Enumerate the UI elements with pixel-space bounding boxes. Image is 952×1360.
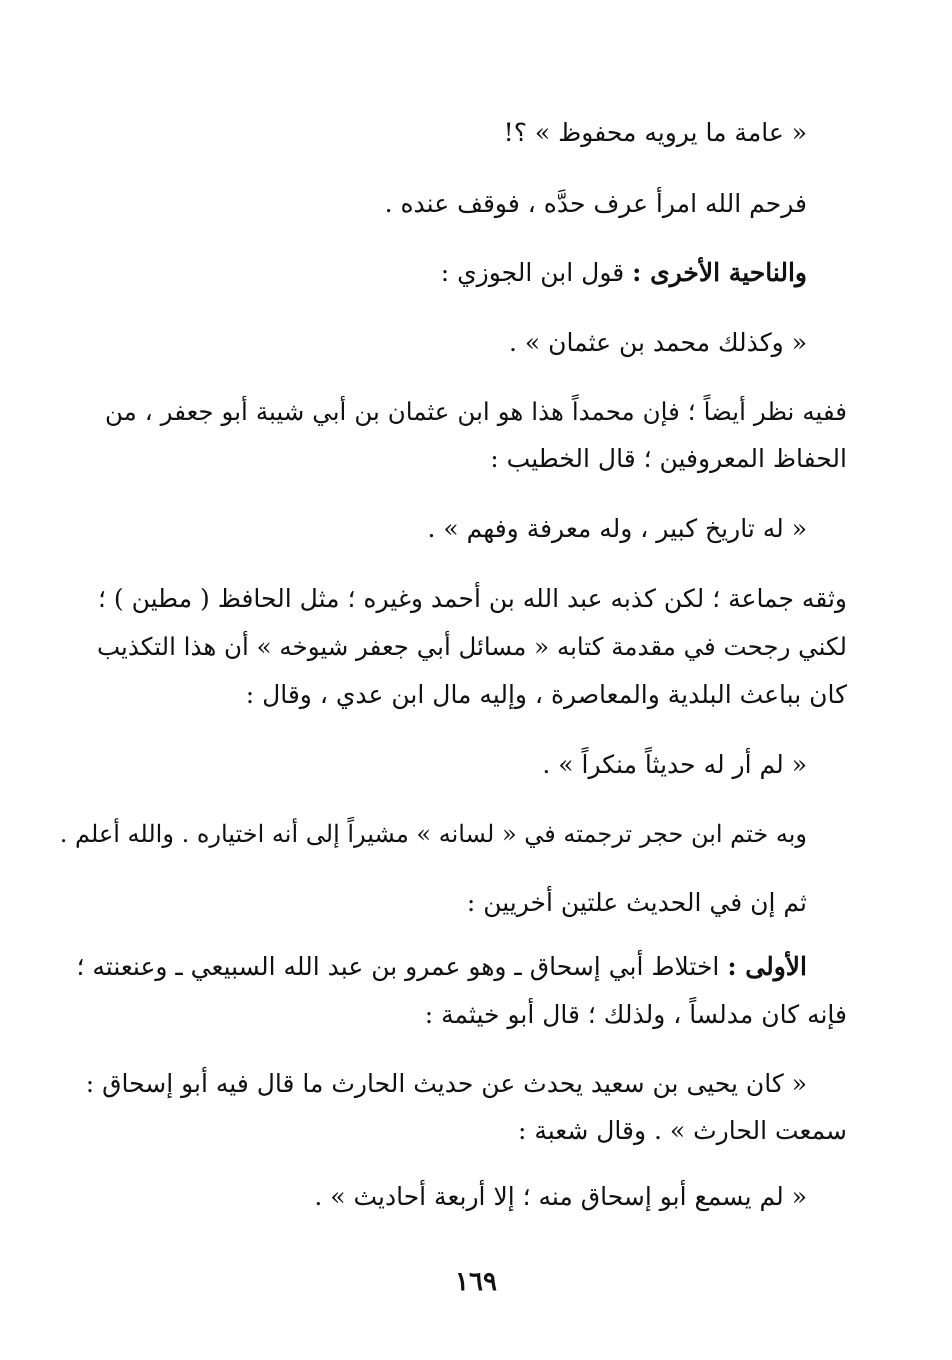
text-line-10: كان بباعث البلدية والمعاصرة ، وإليه مال ابن عدي ، وقال : xyxy=(245,680,847,709)
text-line-14-body: اختلاط أبي إسحاق ـ وهو عمرو بن عبد الله السبيعي ـ وعنعنته ؛ xyxy=(76,952,720,981)
text-line-2: فرحم الله امرأ عرف حدَّه ، فوقف عنده . xyxy=(384,189,807,218)
text-line-15: فإنه كان مدلساً ، ولذلك ؛ قال أبو خيثمة : xyxy=(424,1000,847,1029)
text-line-18: « لم يسمع أبو إسحاق منه ؛ إلا أربعة أحاديث » . xyxy=(314,1182,807,1211)
text-line-9: لكني رجحت في مقدمة كتابه « مسائل أبي جعفر شيوخه » أن هذا التكذيب xyxy=(96,632,847,661)
text-line-5: ففيه نظر أيضاً ؛ فإن محمداً هذا هو ابن عثمان بن أبي شيبة أبو جعفر ، من xyxy=(105,397,847,426)
lead-label-first: الأولى : xyxy=(727,952,807,981)
text-line-1: « عامة ما يرويه محفوظ » ؟! xyxy=(503,118,807,147)
text-line-13: ثم إن في الحديث علتين أخريين : xyxy=(466,888,807,917)
text-line-17: سمعت الحارث » . وقال شعبة : xyxy=(517,1116,847,1145)
text-line-8: وثقه جماعة ؛ لكن كذبه عبد الله بن أحمد وغيره ؛ مثل الحافظ ( مطين ) ؛ xyxy=(98,584,847,613)
text-line-14 xyxy=(76,940,807,994)
text-line-3 xyxy=(441,246,807,300)
text-line-3-body: قول ابن الجوزي : xyxy=(440,258,625,287)
text-line-6: الحفاظ المعروفين ؛ قال الخطيب : xyxy=(490,444,847,473)
text-line-11: « لم أر له حديثاً منكراً » . xyxy=(542,750,807,779)
lead-label-other-aspect: والناحية الأخرى : xyxy=(632,258,807,287)
text-line-7: « له تاريخ كبير ، وله معرفة وفهم » . xyxy=(427,514,807,543)
text-line-4: « وكذلك محمد بن عثمان » . xyxy=(509,328,807,357)
text-line-16: « كان يحيى بن سعيد يحدث عن حديث الحارث ما قال فيه أبو إسحاق : xyxy=(85,1069,807,1098)
page-number: ١٦٩ xyxy=(455,1267,497,1297)
text-line-12: وبه ختم ابن حجر ترجمته في « لسانه » مشيراً إلى أنه اختياره . والله أعلم . xyxy=(59,820,807,848)
